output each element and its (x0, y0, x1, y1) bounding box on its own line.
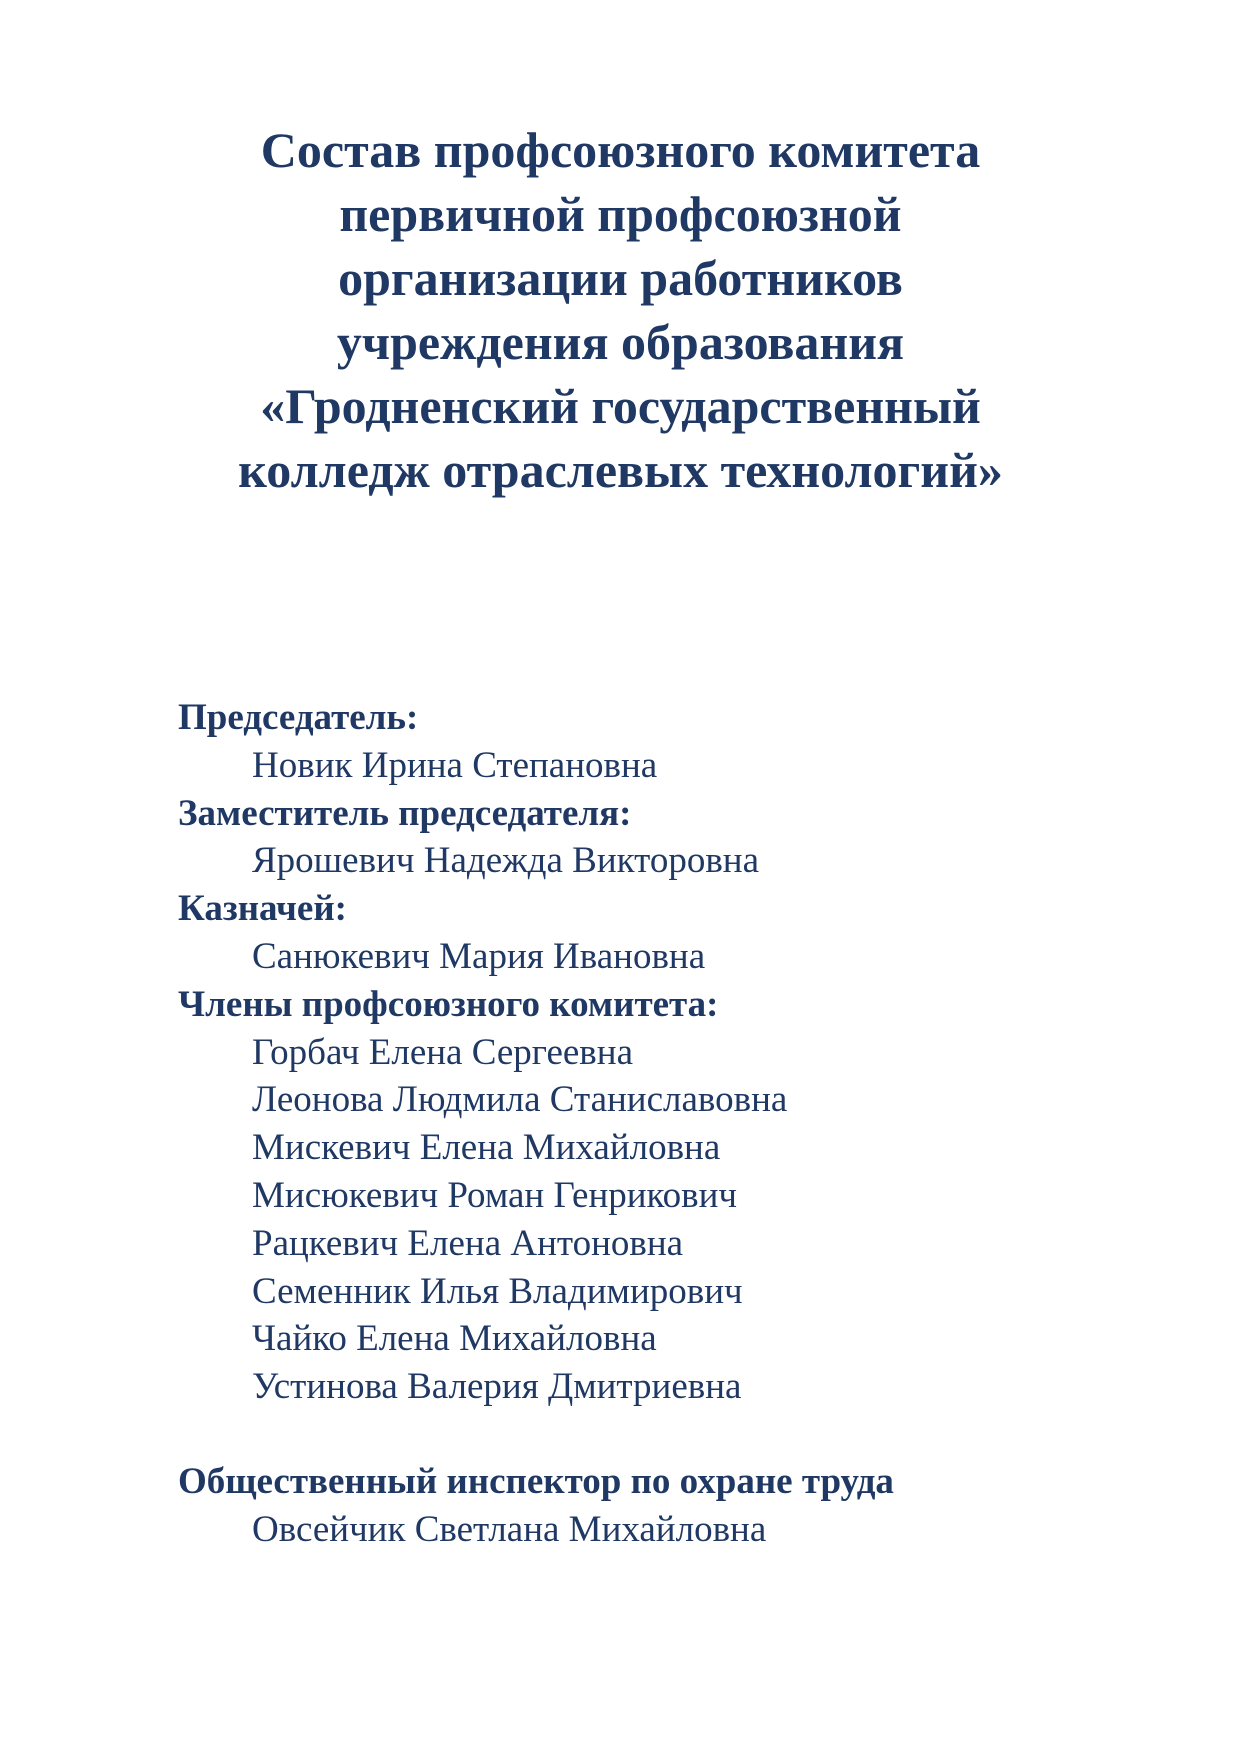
title-line: организации работников (338, 250, 903, 306)
title-line: первичной профсоюзной (339, 186, 902, 242)
document-title (0, 118, 1241, 502)
committee-member-name: Чайко Елена Михайловна (252, 1318, 657, 1360)
committee-member-name: Семенник Илья Владимирович (252, 1270, 743, 1312)
committee-member-name: Горбач Елена Сергеевна (252, 1031, 634, 1073)
title-line: «Гродненский государственный (260, 378, 981, 434)
treasurer-heading: Казначей: (178, 888, 347, 930)
committee-roster (178, 694, 1178, 1554)
treasurer-name: Санюкевич Мария Ивановна (252, 935, 706, 977)
deputy-heading: Заместитель председателя: (178, 792, 632, 834)
inspector-name: Овсейчик Светлана Михайловна (252, 1508, 767, 1550)
members-heading: Члены профсоюзного комитета: (178, 983, 719, 1025)
deputy-name: Ярошевич Надежда Викторовна (252, 840, 760, 882)
committee-member-name: Устинова Валерия Дмитриевна (252, 1366, 742, 1408)
committee-member-name: Рацкевич Елена Антоновна (252, 1222, 684, 1264)
committee-member-name: Мисюкевич Роман Генрикович (252, 1174, 738, 1216)
section-spacer (178, 1411, 1178, 1458)
chairman-name: Новик Ирина Степановна (252, 744, 658, 786)
committee-member-name: Мискевич Елена Михайловна (252, 1127, 721, 1169)
inspector-heading: Общественный инспектор по охране труда (178, 1460, 894, 1502)
title-line: Состав профсоюзного комитета (260, 122, 981, 178)
committee-member-name: Леонова Людмила Станиславовна (252, 1079, 788, 1121)
chairman-heading: Председатель: (178, 697, 419, 738)
title-line: колледж отраслевых технологий» (238, 442, 1003, 498)
title-line: учреждения образования (336, 314, 905, 370)
